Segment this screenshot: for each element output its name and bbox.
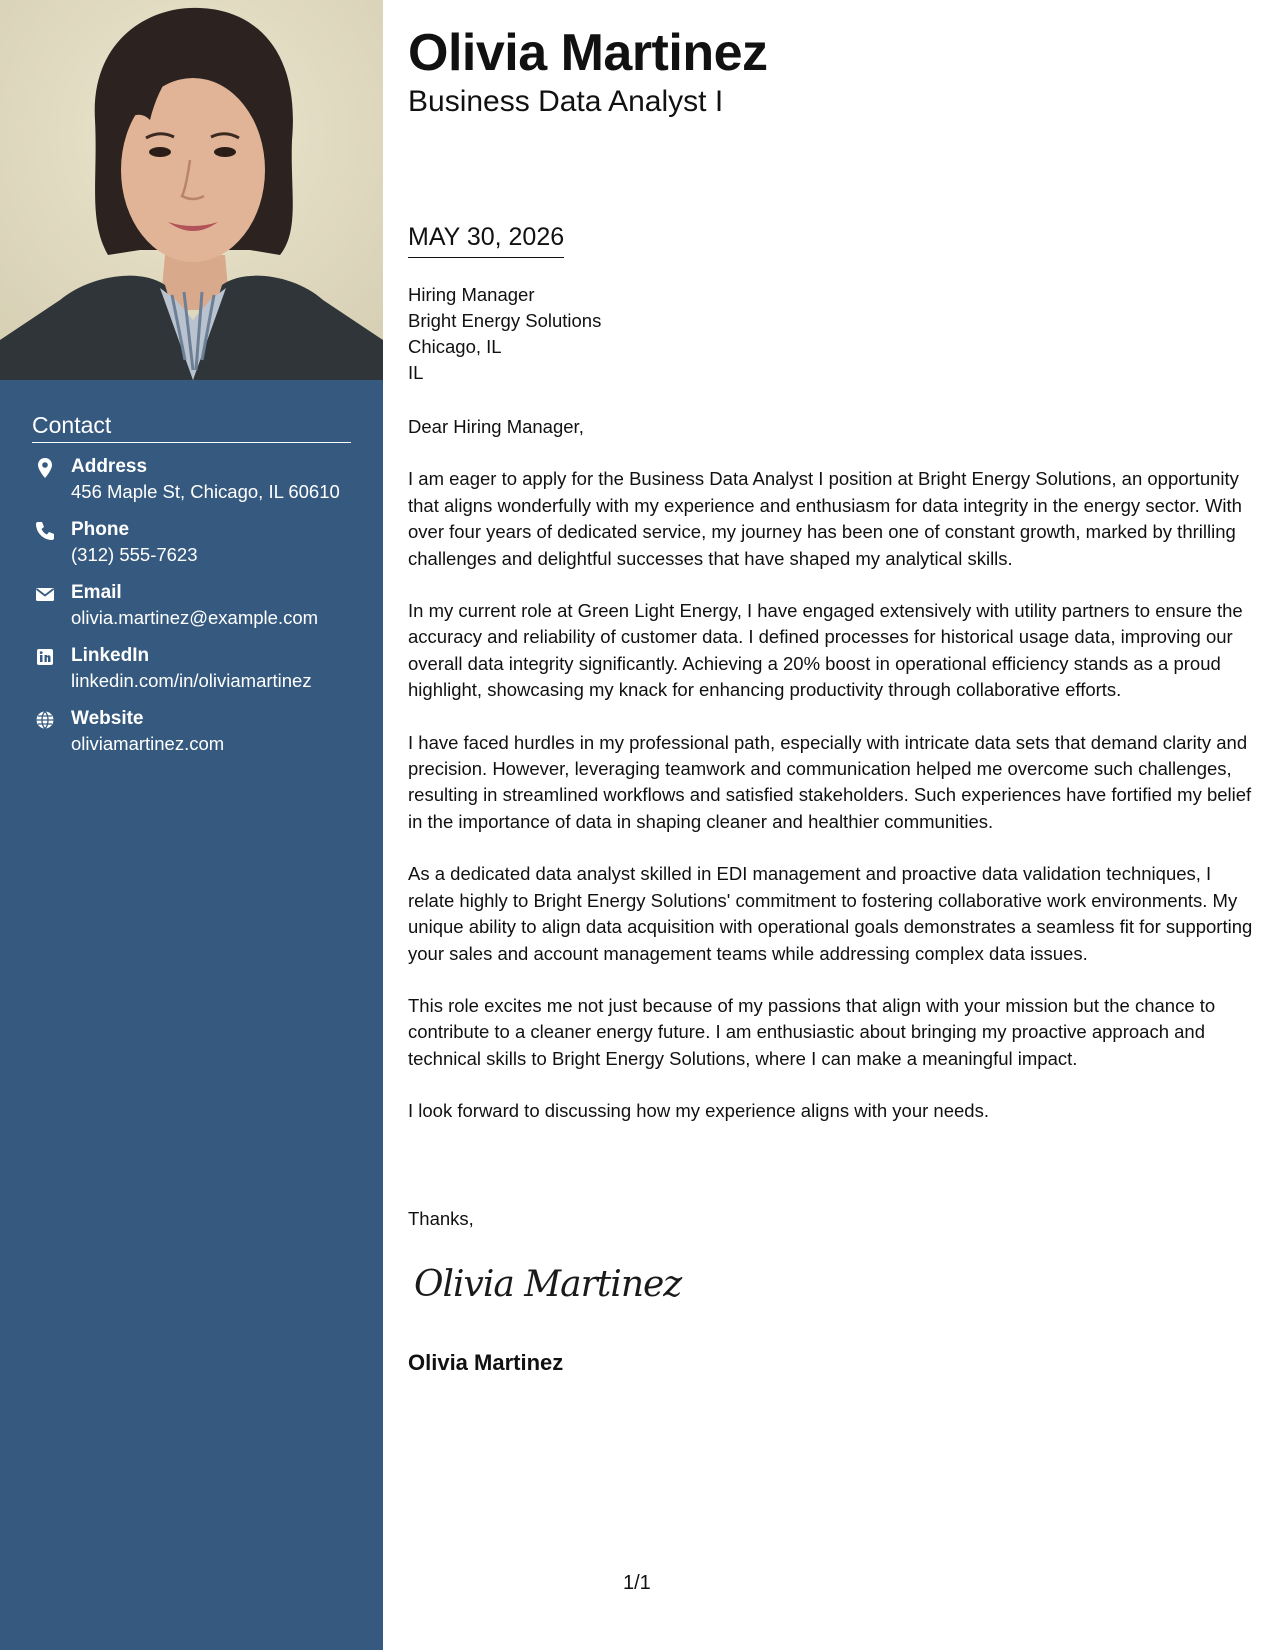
page-number: 1/1 xyxy=(623,1572,651,1594)
contact-website xyxy=(32,707,351,770)
contact-label: Address xyxy=(71,456,148,477)
linkedin-icon xyxy=(34,646,56,668)
recipient-line: Hiring Manager xyxy=(408,284,535,305)
portrait-photo xyxy=(0,0,383,380)
envelope-icon xyxy=(34,583,56,605)
letter-content xyxy=(408,414,1253,1151)
email-link[interactable]: olivia.martinez@example.com xyxy=(71,607,319,628)
contact-linkedin xyxy=(32,644,351,707)
letter-date: MAY 30, 2026 xyxy=(408,222,564,258)
paragraph: I am eager to apply for the Business Data Analyst I position at Bright Energy Solutions, an opportunity that aligns wonderfully with my experience and enthusiasm for data integrity in the energy sector. With over four years of dedicated service, my journey has been one of constant growth, marked by thrilling challenges and delightful successes that have shaped my analytical skills. xyxy=(408,468,1242,569)
contact-section xyxy=(32,412,351,770)
linkedin-link[interactable]: linkedin.com/in/oliviamartinez xyxy=(71,670,312,691)
contact-label: Phone xyxy=(71,519,130,540)
recipient-line: IL xyxy=(408,362,424,383)
contact-email xyxy=(32,581,351,644)
job-title: Business Data Analyst I xyxy=(408,85,724,118)
globe-icon xyxy=(34,709,56,731)
salutation: Dear Hiring Manager, xyxy=(408,416,584,437)
paragraph: This role excites me not just because of my passions that align with your mission but the chance to contribute to a cleaner energy future. I am enthusiastic about bringing my proactive approach and technical skills to Bright Energy Solutions, where I can make a meaningful impact. xyxy=(408,994,1216,1069)
website-link[interactable]: oliviamartinez.com xyxy=(71,733,225,754)
address-value: 456 Maple St, Chicago, IL 60610 xyxy=(71,481,340,502)
signature: Olivia Martinez xyxy=(414,1264,682,1305)
applicant-name: Olivia Martinez xyxy=(408,24,768,82)
paragraph: I have faced hurdles in my professional path, especially with intricate data sets that demand clarity and precision. However, leveraging teamwork and communication helped me overcome such challenges, resulting in streamlined workflows and satisfied stakeholders. Such experiences have fortified my belief in the importance of data in shaping cleaner and healthier communities. xyxy=(408,731,1252,832)
sidebar xyxy=(0,0,383,1650)
contact-heading: Contact xyxy=(32,412,351,443)
map-pin-icon xyxy=(34,457,56,479)
phone-icon xyxy=(34,520,56,542)
contact-label: Email xyxy=(71,582,122,603)
signer-name: Olivia Martinez xyxy=(408,1350,564,1375)
closing: Thanks, xyxy=(408,1208,474,1229)
contact-label: LinkedIn xyxy=(71,645,150,666)
paragraph: In my current role at Green Light Energy, I have engaged extensively with utility partners to ensure the accuracy and reliability of customer data. I defined processes for historical usage data, improving our overall data integrity significantly. Achieving a 20% boost in operational efficiency stands as a proud highlight, showcasing my knack for enhancing productivity through collaborative efforts. xyxy=(408,600,1243,701)
recipient-block xyxy=(408,282,601,386)
phone-value: (312) 555-7623 xyxy=(71,544,198,565)
paragraph: I look forward to discussing how my experience aligns with your needs. xyxy=(408,1100,989,1122)
recipient-line: Bright Energy Solutions xyxy=(408,310,602,331)
contact-address xyxy=(32,455,351,518)
recipient-line: Chicago, IL xyxy=(408,336,502,357)
paragraph: As a dedicated data analyst skilled in EDI management and proactive data validation techniques, I relate highly to Bright Energy Solutions' commitment to fostering collaborative work environments. My unique ability to align data acquisition with operational goals demonstrates a seamless fit for supporting your sales and account management teams while addressing complex data issues. xyxy=(408,863,1253,964)
contact-label: Website xyxy=(71,708,144,729)
contact-phone xyxy=(32,518,351,581)
